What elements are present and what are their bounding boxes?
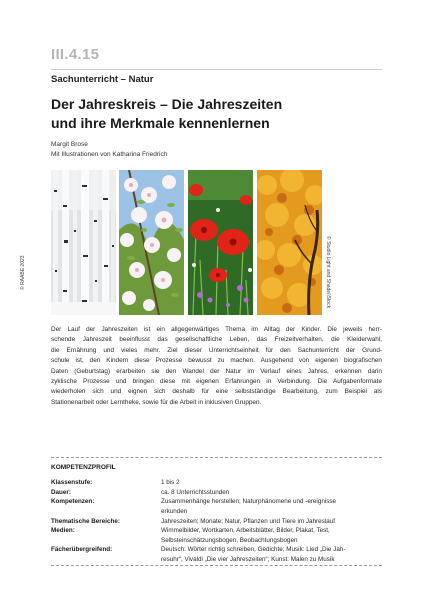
profile-value — [161, 478, 381, 488]
page-code: III.4.15 — [51, 46, 100, 63]
summer-red-poppies-image — [188, 170, 253, 315]
intro-line: schule ist, den Kindern diese Prozesse bewusst zu machen. Ausgehend von eigenen biografischen — [51, 357, 382, 365]
winter-birch-forest-image — [51, 170, 116, 315]
profile-value-line: Zusammenhänge herstellen; Naturphänomene und -ereignisse — [161, 498, 337, 505]
copyright-note: © RAABE 2023 — [20, 255, 26, 290]
intro-line: Der Lauf der Jahreszeiten ist ein allgegenwärtiges Thema im Alltag der Kinder. Die jeweils herr- — [51, 326, 382, 333]
profile-key: Kompetenzen: — [51, 498, 95, 505]
profile-key: Fächerübergreifend: — [51, 546, 113, 553]
profile-value — [161, 545, 381, 564]
profile-value-line: Jahreszeiten; Monate; Natur, Pflanzen und Tiere im Jahreslauf — [161, 518, 335, 525]
spring-apple-blossom-image — [119, 170, 184, 315]
profile-value-line: ca. 8 Unterrichtsstunden — [161, 489, 230, 496]
intro-paragraph — [51, 325, 382, 408]
intro-line: schende Jahreszeit beeinflusst das gesellschaftliche Leben, das Freizeitverhalten, die Kleiderwahl, — [51, 336, 382, 344]
profile-value-line: Wimmelbilder, Wortkarten, Arbeitsblätter, Bilder, Plakat, Test, — [161, 527, 330, 534]
intro-line: Stationenarbeit oder Lerntheke, sowie für die Arbeit in inklusiven Gruppen. — [51, 398, 262, 406]
profile-top-rule — [51, 457, 382, 458]
profile-heading: KOMPETENZPROFIL — [51, 464, 116, 471]
autumn-golden-tree-image — [257, 170, 322, 315]
profile-value — [161, 526, 381, 545]
subject-label: Sachunterricht – Natur — [51, 74, 154, 85]
profile-key: Klassenstufe: — [51, 479, 93, 486]
author: Margit Brose — [51, 141, 88, 148]
profile-key: Dauer: — [51, 489, 71, 496]
profile-key: Thematische Bereiche: — [51, 518, 120, 525]
profile-value-line: 1 bis 2 — [161, 479, 180, 486]
page-title — [51, 95, 382, 133]
profile-value-line: Selbsteinschätzungsbogen, Beobachtungsbogen — [161, 536, 298, 544]
intro-line: wiederholen sich und eignen sich deshalb für eine selbstständige Bearbeitung, zum Beispiel als — [51, 388, 382, 396]
profile-bottom-rule — [51, 565, 382, 566]
photo-credit: © Studio Light and Shade/iStock — [325, 236, 331, 309]
profile-value — [161, 497, 381, 516]
profile-value-line: erkunden — [161, 507, 188, 515]
profile-value-line: resuhr“, Vivaldi „Die vier Jahreszeiten“; Kunst: Malen zu Musik — [161, 555, 335, 563]
illustrator: Mit Illustrationen von Katharina Friedrich — [51, 151, 168, 158]
intro-line: Daten (Geburtstag) erarbeiten sie den Wandel der Natur im Verlauf eines Jahres, erkennen darin — [51, 367, 382, 375]
intro-line: zyklische Prozesse und bringen diese mit eigenen Erfahrungen in Verbindung. Die Aufgabenformate — [51, 378, 382, 386]
profile-value-line: Deutsch: Wörter richtig schreiben, Gedichte; Musik: Lied „Die Jah- — [161, 546, 346, 553]
title-line-1: Der Jahreskreis – Die Jahreszeiten — [51, 96, 283, 112]
header-rule — [51, 69, 382, 70]
profile-key: Medien: — [51, 527, 75, 534]
title-line-2: und ihre Merkmale kennenlernen — [51, 115, 270, 131]
intro-line: die Ernährung und vieles mehr. Ziel dieser Unterrichtseinheit für den Sachunterricht der Grund- — [51, 346, 382, 354]
